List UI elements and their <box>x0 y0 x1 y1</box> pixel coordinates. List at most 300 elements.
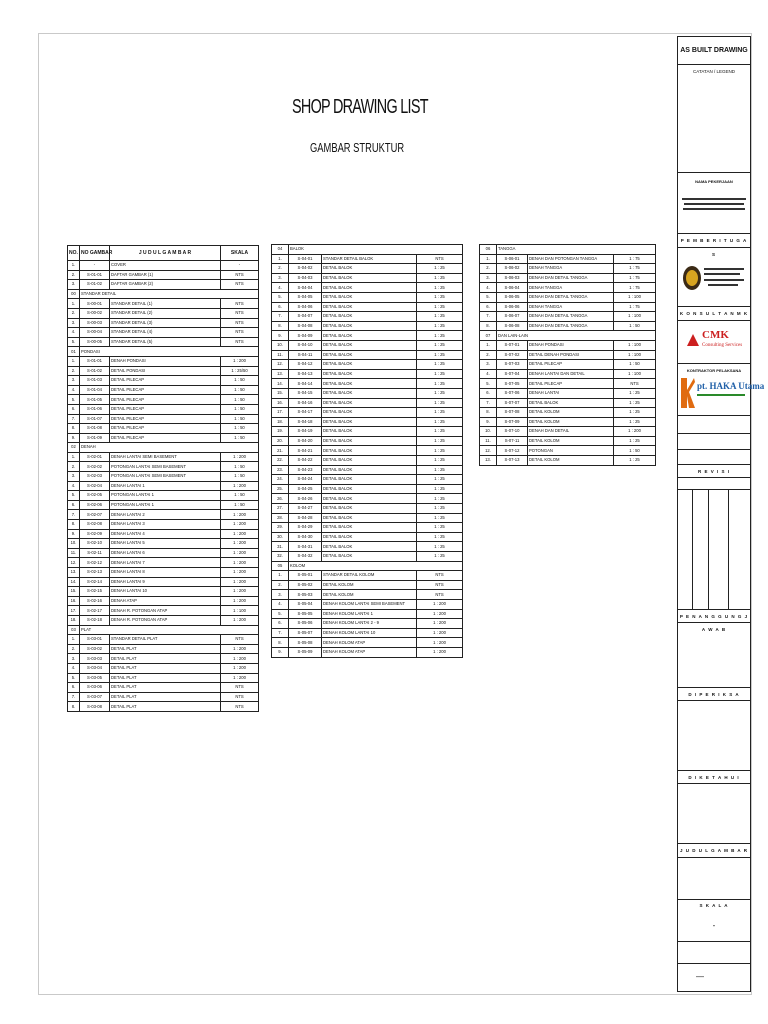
drawing-title: DETAIL PLAT <box>110 702 221 712</box>
table-row <box>272 532 463 542</box>
drawing-scale: 1 : 25 <box>417 494 463 504</box>
drawing-scale: 1 : 50 <box>614 321 656 331</box>
drawing-scale: 1 : 100 <box>614 292 656 302</box>
drawing-code: S-01-05 <box>80 395 110 405</box>
drawing-title: DETAIL PILECAP <box>110 385 221 395</box>
drawing-code: S-01-08 <box>80 424 110 434</box>
drawing-code: S-03-01 <box>80 635 110 645</box>
drawing-title: DENAH LANTAI 10 <box>110 587 221 597</box>
contractor-section <box>678 364 765 416</box>
drawing-scale: 1 : 25 <box>417 292 463 302</box>
table-row <box>272 417 463 427</box>
table-row <box>68 414 259 424</box>
section-number: 01 <box>68 347 80 357</box>
drawing-scale: 1 : 50 <box>221 491 259 501</box>
table-row <box>68 280 259 290</box>
drawing-code: S-06-01 <box>497 254 528 264</box>
table-row <box>272 475 463 485</box>
drawing-scale: 1 : 25 <box>417 475 463 485</box>
drawing-code: S-06-07 <box>497 312 528 322</box>
drawing-scale: 1 : 200 <box>221 520 259 530</box>
drawing-code: S-07-11 <box>497 436 528 446</box>
row-number: 2. <box>68 366 80 376</box>
page-subtitle: GAMBAR STRUKTUR <box>310 140 405 155</box>
row-number: 1. <box>272 571 289 581</box>
drawing-scale: NTS <box>614 379 656 389</box>
row-number: 5. <box>68 673 80 683</box>
drawing-code: S-04-28 <box>289 513 322 523</box>
section-row <box>68 289 259 299</box>
drawing-code: S-05-02 <box>289 580 322 590</box>
row-number: 3. <box>68 376 80 386</box>
drawing-title: DETAIL PILECAP <box>528 379 614 389</box>
drawing-scale: NTS <box>221 318 259 328</box>
drawing-code: S-02-08 <box>80 520 110 530</box>
row-number: 12. <box>68 558 80 568</box>
drawing-scale: 1 : 200 <box>221 615 259 625</box>
drawing-scale: 1 : 200 <box>614 427 656 437</box>
table-row <box>68 481 259 491</box>
drawing-scale: 1 : 25 <box>417 552 463 562</box>
scale-value: - <box>678 912 750 942</box>
row-number: 8. <box>480 408 497 418</box>
drawing-scale: 1 : 25 <box>417 427 463 437</box>
row-number: 18. <box>68 615 80 625</box>
drawing-scale: 1 : 25 <box>417 273 463 283</box>
table-row <box>272 542 463 552</box>
row-number: 5. <box>272 292 289 302</box>
drawing-list-table-2 <box>271 244 463 658</box>
drawing-title: DENAH LANTAI 5 <box>110 539 221 549</box>
table-row <box>480 321 656 331</box>
table-row <box>480 388 656 398</box>
section-number: 03 <box>68 625 80 635</box>
drawing-scale: 1 : 75 <box>614 264 656 274</box>
drawing-code: S-07-12 <box>497 446 528 456</box>
drawing-scale: 1 : 200 <box>221 452 259 462</box>
row-number: 17. <box>68 606 80 616</box>
drawing-code: S-01-09 <box>80 433 110 443</box>
drawing-code: S-00-01 <box>80 299 110 309</box>
known-label: D I K E T A H U I <box>678 771 750 784</box>
drawing-code: S-02-12 <box>80 558 110 568</box>
drawing-code: S-03-02 <box>80 644 110 654</box>
drawing-scale: NTS <box>417 571 463 581</box>
row-number: 25. <box>272 484 289 494</box>
drawing-title: DETAIL BALOK <box>322 369 417 379</box>
row-number: 6. <box>68 500 80 510</box>
row-number: 20. <box>272 436 289 446</box>
table-row <box>272 350 463 360</box>
table-row <box>272 340 463 350</box>
drawing-scale: 1 : 200 <box>221 558 259 568</box>
row-number: 9. <box>480 417 497 427</box>
drawing-title: DENAH DAN DETAIL TANGGA <box>528 273 614 283</box>
drawing-code: S-04-27 <box>289 504 322 514</box>
drawing-scale: 1 : 200 <box>417 638 463 648</box>
drawing-title: DAFTAR GAMBAR (2) <box>110 280 221 290</box>
drawing-title: POTONGAN LANTAI 1 <box>110 500 221 510</box>
row-number: 8. <box>68 520 80 530</box>
drawing-title: DETAIL KOLOM <box>528 456 614 466</box>
drawing-code: S-01-03 <box>80 376 110 386</box>
drawing-scale: 1 : 25 <box>417 388 463 398</box>
drawing-title: DETAIL BALOK <box>322 552 417 562</box>
row-number: 27. <box>272 504 289 514</box>
drawing-scale: NTS <box>221 280 259 290</box>
table-row <box>68 385 259 395</box>
table-row <box>272 321 463 331</box>
section-title: PLAT <box>80 625 259 635</box>
row-number: 7. <box>68 692 80 702</box>
date-row <box>678 416 750 434</box>
drawing-code: S-04-13 <box>289 369 322 379</box>
table-row <box>272 494 463 504</box>
table-row <box>272 647 463 657</box>
section-row <box>68 347 259 357</box>
drawing-scale: 1 : 25 <box>417 542 463 552</box>
section-row <box>68 625 259 635</box>
table-row <box>68 328 259 338</box>
drawing-scale: 1 : 50 <box>221 433 259 443</box>
drawing-title: DENAH LANTAI 2 <box>110 510 221 520</box>
drawing-code: S-04-08 <box>289 321 322 331</box>
drawing-scale: 1 : 200 <box>221 510 259 520</box>
drawing-scale: - <box>221 261 259 271</box>
drawing-title: POTONGAN LANTAI SEMI BASEMENT <box>110 462 221 472</box>
section-row <box>68 443 259 453</box>
drawing-scale: 1 : 50 <box>221 472 259 482</box>
table-row <box>272 571 463 581</box>
row-number: 3. <box>68 318 80 328</box>
table-row <box>68 615 259 625</box>
table-row <box>68 270 259 280</box>
row-number: 1. <box>272 254 289 264</box>
drawing-scale: 1 : 25 <box>614 388 656 398</box>
table-row <box>68 433 259 443</box>
drawing-code: S-00-05 <box>80 337 110 347</box>
drawing-scale: NTS <box>417 580 463 590</box>
drawing-code: S-02-15 <box>80 587 110 597</box>
drawing-title: DETAIL BALOK <box>322 350 417 360</box>
drawing-title: DENAH PONDASI <box>110 356 221 366</box>
table-row <box>68 673 259 683</box>
drawing-code: S-00-03 <box>80 318 110 328</box>
drawing-scale: 1 : 100 <box>221 606 259 616</box>
row-number: 1. <box>68 356 80 366</box>
row-number: 23. <box>272 465 289 475</box>
drawing-title: DETAIL PLAT <box>110 692 221 702</box>
table-row <box>480 379 656 389</box>
drawing-code: S-06-05 <box>497 292 528 302</box>
drawing-scale: 1 : 50 <box>221 385 259 395</box>
section-row <box>272 561 463 571</box>
drawing-title: DETAIL KOLOM <box>322 590 417 600</box>
row-number: 21. <box>272 446 289 456</box>
cmk-logo-icon <box>686 333 700 347</box>
drawing-code: S-00-04 <box>80 328 110 338</box>
drawing-title: DENAH LANTAI 9 <box>110 577 221 587</box>
drawing-scale: 1 : 100 <box>614 312 656 322</box>
row-number: 9. <box>272 331 289 341</box>
drawing-title: DETAIL KOLOM <box>322 580 417 590</box>
drawing-title: DENAH LANTAI 6 <box>110 548 221 558</box>
row-number: 1. <box>480 340 497 350</box>
drawing-title: DETAIL BALOK <box>322 340 417 350</box>
drawing-title: DETAIL BALOK <box>322 446 417 456</box>
drawing-title: DETAIL BALOK <box>322 532 417 542</box>
drawing-code: S-04-14 <box>289 379 322 389</box>
row-number: 10. <box>480 427 497 437</box>
drawing-scale: 1 : 25 <box>417 331 463 341</box>
drawing-scale: 1 : 25 <box>417 417 463 427</box>
section-title: STANDAR DETAIL <box>80 289 259 299</box>
table-row <box>480 340 656 350</box>
drawing-code: S-02-10 <box>80 539 110 549</box>
drawing-scale: NTS <box>221 702 259 712</box>
drawing-code: S-02-07 <box>80 510 110 520</box>
table-row <box>68 376 259 386</box>
table-row <box>68 261 259 271</box>
row-number: 8. <box>272 321 289 331</box>
drawing-title: DETAIL BALOK <box>322 331 417 341</box>
drawing-title: DENAH LANTAI 4 <box>110 529 221 539</box>
row-number: 9. <box>272 647 289 657</box>
drawing-code: S-04-19 <box>289 427 322 437</box>
drawing-scale: 1 : 25 <box>417 264 463 274</box>
drawing-scale: 1 : 200 <box>221 529 259 539</box>
table-row <box>68 395 259 405</box>
drawing-scale: 1 : 200 <box>221 673 259 683</box>
table-row <box>480 312 656 322</box>
table-row <box>68 577 259 587</box>
table-row <box>68 356 259 366</box>
row-number: 4. <box>68 385 80 395</box>
drawing-title-label: J U D U L G A M B A R <box>678 844 750 858</box>
drawing-code: S-02-14 <box>80 577 110 587</box>
drawing-title: DENAH LANTAI SEMI BASEMENT <box>110 452 221 462</box>
project-label: NAMA PEKERJAAN <box>695 179 733 184</box>
drawing-code: S-04-32 <box>289 552 322 562</box>
table-row <box>480 264 656 274</box>
drawing-code: S-03-05 <box>80 673 110 683</box>
page-title: SHOP DRAWING LIST <box>292 96 428 118</box>
drawing-code: S-05-07 <box>289 628 322 638</box>
haka-logo-icon <box>681 378 695 408</box>
row-number: 4. <box>272 599 289 609</box>
table-row <box>272 513 463 523</box>
drawing-code: S-02-16 <box>80 596 110 606</box>
drawing-scale: 1 : 25 <box>614 436 656 446</box>
drawing-code: S-02-04 <box>80 481 110 491</box>
drawing-title: DENAH TANGGA <box>528 264 614 274</box>
table-row <box>68 452 259 462</box>
table-row <box>272 388 463 398</box>
drawing-scale: 1 : 200 <box>417 599 463 609</box>
drawing-title: DETAIL KOLOM <box>528 436 614 446</box>
drawing-scale: 1 : 200 <box>221 654 259 664</box>
drawing-code: S-05-06 <box>289 619 322 629</box>
row-number: 3. <box>480 360 497 370</box>
row-number: 30. <box>272 532 289 542</box>
drawing-code: S-05-01 <box>289 571 322 581</box>
section-title: DENAH <box>80 443 259 453</box>
drawing-scale: 1 : 25 <box>417 436 463 446</box>
drawing-scale: 1 : 25 <box>614 408 656 418</box>
drawing-scale: 1 : 25 <box>417 312 463 322</box>
drawing-scale: 1 : 100 <box>614 369 656 379</box>
drawing-scale: 1 : 25 <box>417 513 463 523</box>
drawing-title: DETAIL PILECAP <box>110 395 221 405</box>
table-row <box>480 360 656 370</box>
drawing-code: S-04-30 <box>289 532 322 542</box>
drawing-code: S-04-16 <box>289 398 322 408</box>
table-row <box>480 369 656 379</box>
drawing-code: S-07-10 <box>497 427 528 437</box>
table-row <box>68 683 259 693</box>
table-row <box>68 654 259 664</box>
drawing-scale: 1 : 25 <box>417 456 463 466</box>
revision-header-row <box>678 478 750 490</box>
row-number: 7. <box>68 510 80 520</box>
drawing-code: S-06-03 <box>497 273 528 283</box>
consultant-label: K O N S U L T A N M K <box>678 307 750 321</box>
police-emblem-logo <box>678 248 750 306</box>
row-number: 15. <box>68 587 80 597</box>
row-number: 7. <box>68 414 80 424</box>
drawing-title: STANDAR DETAIL KOLOM <box>322 571 417 581</box>
drawing-code: S-07-13 <box>497 456 528 466</box>
row-number: 4. <box>68 481 80 491</box>
row-number: 8. <box>272 638 289 648</box>
row-number: 3. <box>68 472 80 482</box>
drawing-code: S-04-09 <box>289 331 322 341</box>
drawing-scale: 1 : 25 <box>417 283 463 293</box>
drawing-scale: 1 : 200 <box>417 619 463 629</box>
drawing-scale: 1 : 25 <box>417 408 463 418</box>
table-row <box>272 302 463 312</box>
drawing-scale: 1 : 25 <box>614 456 656 466</box>
drawing-title: DETAIL BALOK <box>322 408 417 418</box>
drawing-scale: 1 : 75 <box>614 283 656 293</box>
table-row <box>272 609 463 619</box>
table-row <box>272 427 463 437</box>
drawing-title: DETAIL PILECAP <box>110 376 221 386</box>
drawing-title: DETAIL BALOK <box>322 321 417 331</box>
table-row <box>68 308 259 318</box>
drawing-scale: 1 : 25 <box>417 340 463 350</box>
drawing-scale: 1 : 200 <box>417 609 463 619</box>
table-row <box>68 644 259 654</box>
table-row <box>68 568 259 578</box>
row-number: 4. <box>68 328 80 338</box>
drawing-scale: 1 : 200 <box>221 577 259 587</box>
drawing-title: DETAIL BALOK <box>322 264 417 274</box>
scale-label: S K A L A <box>699 903 729 908</box>
drawing-scale: 1 : 25 <box>417 302 463 312</box>
row-number: 6. <box>480 388 497 398</box>
row-number: 17. <box>272 408 289 418</box>
table-row <box>272 369 463 379</box>
drawing-code: S-02-18 <box>80 615 110 625</box>
row-number: 12. <box>272 360 289 370</box>
drawing-title: DETAIL BALOK <box>322 360 417 370</box>
drawing-title: DETAIL BALOK <box>322 513 417 523</box>
drawing-code: S-05-05 <box>289 609 322 619</box>
row-number: 16. <box>272 398 289 408</box>
drawing-code: S-04-17 <box>289 408 322 418</box>
row-number: 10. <box>68 539 80 549</box>
table-row <box>68 587 259 597</box>
drawing-title: DETAIL BALOK <box>528 398 614 408</box>
row-number: 2. <box>272 580 289 590</box>
checked-section <box>678 701 750 771</box>
drawing-title: POTONGAN LANTAI SEMI BASEMENT <box>110 472 221 482</box>
drawing-title: DETAIL BALOK <box>322 475 417 485</box>
drawing-scale: 1 : 25 <box>417 360 463 370</box>
drawing-title: DETAIL BALOK <box>322 484 417 494</box>
drawing-scale: 1 : 25 <box>417 523 463 533</box>
drawing-code: S-01-01 <box>80 356 110 366</box>
drawing-code: S-04-31 <box>289 542 322 552</box>
drawing-title: DENAH DAN DETAIL TANGGA <box>528 292 614 302</box>
col-header-scale: SKALA <box>221 246 259 261</box>
section-row <box>480 331 656 341</box>
drawing-title: DETAIL BALOK <box>322 523 417 533</box>
row-number: 6. <box>272 619 289 629</box>
drawing-scale: NTS <box>221 308 259 318</box>
project-section <box>678 172 750 234</box>
row-number: 26. <box>272 494 289 504</box>
drawing-title: DENAH ATAP <box>110 596 221 606</box>
drawing-code: S-03-07 <box>80 692 110 702</box>
drawing-title: DETAIL BALOK <box>322 504 417 514</box>
drawing-scale: 1 : 200 <box>221 663 259 673</box>
drawing-code: S-03-03 <box>80 654 110 664</box>
drawing-list-table-3 <box>479 244 656 466</box>
drawing-title: DETAIL PLAT <box>110 654 221 664</box>
drawing-title: DENAH DAN DETAIL <box>528 427 614 437</box>
drawing-title: DENAH KOLOM LANTAI 10 <box>322 628 417 638</box>
section-title: TANGGA <box>497 245 656 255</box>
drawing-code: S-06-04 <box>497 283 528 293</box>
drawing-scale: 1 : 50 <box>221 462 259 472</box>
drawing-title: POTONGAN <box>528 446 614 456</box>
drawing-title: STANDAR DETAIL (2) <box>110 308 221 318</box>
drawing-scale: 1 : 25 <box>417 321 463 331</box>
drawing-scale: 1 : 75 <box>614 273 656 283</box>
row-number: 1. <box>480 254 497 264</box>
drawing-scale: 1 : 50 <box>221 424 259 434</box>
title-block <box>677 36 765 992</box>
row-number: 2. <box>68 644 80 654</box>
drawing-scale: 1 : 100 <box>614 340 656 350</box>
drawing-code: S-04-29 <box>289 523 322 533</box>
drawing-code: S-04-20 <box>289 436 322 446</box>
row-number: 2. <box>480 264 497 274</box>
row-number: 7. <box>272 628 289 638</box>
drawing-code: S-03-08 <box>80 702 110 712</box>
drawing-title: DENAH DAN POTONGAN TANGGA <box>528 254 614 264</box>
drawing-code: S-04-21 <box>289 446 322 456</box>
drawing-title: DETAIL PLAT <box>110 673 221 683</box>
drawing-title: DETAIL BALOK <box>322 283 417 293</box>
drawing-code: S-01-06 <box>80 404 110 414</box>
table-row <box>68 606 259 616</box>
drawing-title: DETAIL BALOK <box>322 379 417 389</box>
table-row <box>272 580 463 590</box>
drawing-title: DENAH LANTAI 8 <box>110 568 221 578</box>
